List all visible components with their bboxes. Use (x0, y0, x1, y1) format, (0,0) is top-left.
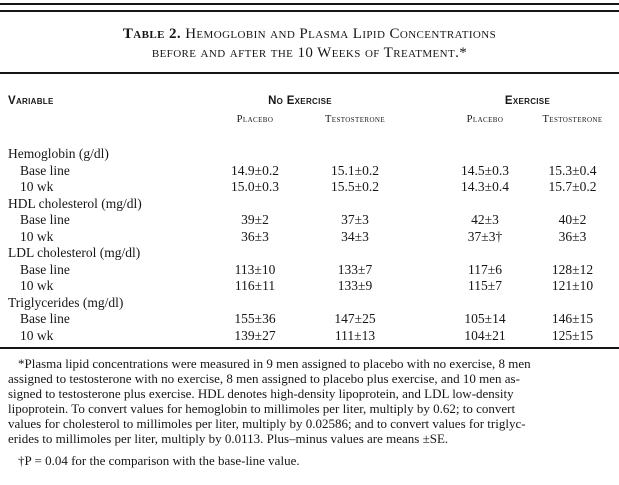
column-gap (400, 114, 440, 125)
cell-value: 14.5±0.3 (461, 162, 509, 178)
table-title-line1 (0, 25, 619, 44)
title-separator-rule (0, 72, 619, 74)
cell-value: 42±3 (471, 212, 499, 227)
group-label-row (0, 245, 619, 262)
cell-value: 139±27 (234, 327, 276, 343)
cell-value: 121±10 (551, 278, 594, 293)
cell-value: 133±7 (337, 261, 373, 277)
header-no-exercise-group: No Exercise (268, 95, 332, 107)
cell-value: 14.3±0.4 (461, 179, 509, 194)
column-gap (400, 278, 440, 295)
table-title-text: Hemoglobin and Plasma Lipid Concentrations (185, 26, 497, 42)
table-bottom-rule (0, 347, 619, 349)
group-label: LDL cholesterol (mg/dl) (8, 245, 141, 260)
header-exercise-group: Exercise (504, 95, 551, 107)
footnote-asterisk (8, 356, 611, 446)
footnote-line: signed to testosterone plus exercise. HDL denotes high-density lipoprotein, and LDL low-density (8, 386, 514, 401)
cell-value: 15.5±0.2 (331, 179, 379, 194)
column-gap (400, 163, 440, 180)
subheader-testosterone-exercise: Testosterone (542, 114, 603, 125)
column-gap (400, 262, 440, 279)
footnote-dagger: †P = 0.04 for the comparison with the base-line value. (18, 453, 300, 468)
cell-value: 125±15 (551, 327, 594, 343)
group-label: Triglycerides (mg/dl) (8, 294, 124, 310)
subheader-placebo-noexercise: Placebo (236, 114, 274, 125)
group-label-row (0, 146, 619, 163)
table-row (0, 163, 619, 180)
cell-value: 155±36 (234, 311, 276, 326)
row-label: Base line (20, 162, 70, 178)
cell-value: 40±2 (558, 212, 587, 227)
cell-value: 39±2 (241, 212, 269, 227)
cell-value: 115±7 (468, 278, 502, 293)
column-gap (400, 179, 440, 196)
cell-value: 14.9±0.2 (231, 162, 279, 178)
column-group-header-row (0, 95, 619, 107)
row-label: 10 wk (20, 278, 54, 293)
column-gap (0, 114, 200, 125)
cell-value: 15.0±0.3 (231, 179, 279, 194)
cell-value: 133±9 (337, 278, 373, 293)
sub-column-header-row (0, 114, 619, 125)
header-variable: Variable (8, 95, 54, 107)
footnotes (8, 356, 611, 468)
subheader-testosterone-noexercise: Testosterone (324, 114, 386, 125)
cell-value: 34±3 (341, 228, 369, 244)
cell-value: 36±3 (241, 228, 269, 244)
column-gap (400, 328, 440, 345)
row-label: Base line (20, 212, 70, 227)
group-label-row (0, 196, 619, 213)
table-row (0, 229, 619, 246)
top-double-rule (0, 3, 619, 12)
row-label: Base line (20, 261, 70, 277)
table-row (0, 212, 619, 229)
subheader-placebo-exercise: Placebo (466, 114, 504, 125)
footnote-line: lipoprotein. To convert values for hemoglobin to millimoles per liter, multiply by 0.62; to convert (8, 401, 516, 416)
cell-value: 147±25 (334, 311, 376, 326)
cell-value: 146±15 (551, 311, 594, 326)
cell-value: 117±6 (468, 261, 502, 277)
cell-value: 116±11 (234, 278, 276, 293)
cell-value: 104±21 (464, 327, 506, 343)
cell-value: 36±3 (558, 228, 587, 244)
table-row (0, 311, 619, 328)
table-row (0, 179, 619, 196)
table-title-line2: before and after the 10 Weeks of Treatment.* (151, 45, 468, 61)
table-row (0, 262, 619, 279)
group-label-row (0, 295, 619, 312)
table-body (0, 146, 619, 344)
column-gap (400, 229, 440, 246)
footnote-line: assigned to testosterone with no exercise, 8 men assigned to placebo plus exercise, and 10 men as- (8, 371, 520, 386)
table-number-label: Table 2. (122, 26, 182, 42)
cell-value: 111±13 (334, 327, 376, 343)
cell-value: 105±14 (464, 311, 506, 326)
cell-value: 128±12 (551, 261, 594, 277)
cell-value: 37±3† (467, 228, 503, 244)
group-label: Hemoglobin (g/dl) (8, 146, 109, 161)
row-label: 10 wk (20, 228, 54, 244)
cell-value: 113±10 (234, 261, 276, 277)
table-title (0, 25, 619, 63)
cell-value: 37±3 (341, 212, 369, 227)
row-label: 10 wk (20, 327, 54, 343)
cell-value: 15.3±0.4 (548, 162, 597, 178)
row-label: Base line (20, 311, 70, 326)
cell-value: 15.1±0.2 (331, 162, 379, 178)
column-gap (400, 212, 440, 229)
table-row (0, 328, 619, 345)
table-row (0, 278, 619, 295)
column-gap (400, 95, 440, 107)
footnote-line: values for cholesterol to millimoles per liter, multiply by 0.02586; and to convert values for triglyc- (8, 416, 526, 431)
cell-value: 15.7±0.2 (548, 179, 597, 194)
footnote-line: *Plasma lipid concentrations were measured in 9 men assigned to placebo with no exercise, 8 men (18, 356, 531, 371)
column-gap (400, 311, 440, 328)
row-label: 10 wk (20, 179, 54, 194)
footnote-line: erides to millimoles per liter, multiply by 0.0113. Plus–minus values are means ±SE. (8, 431, 449, 446)
group-label: HDL cholesterol (mg/dl) (8, 195, 142, 211)
